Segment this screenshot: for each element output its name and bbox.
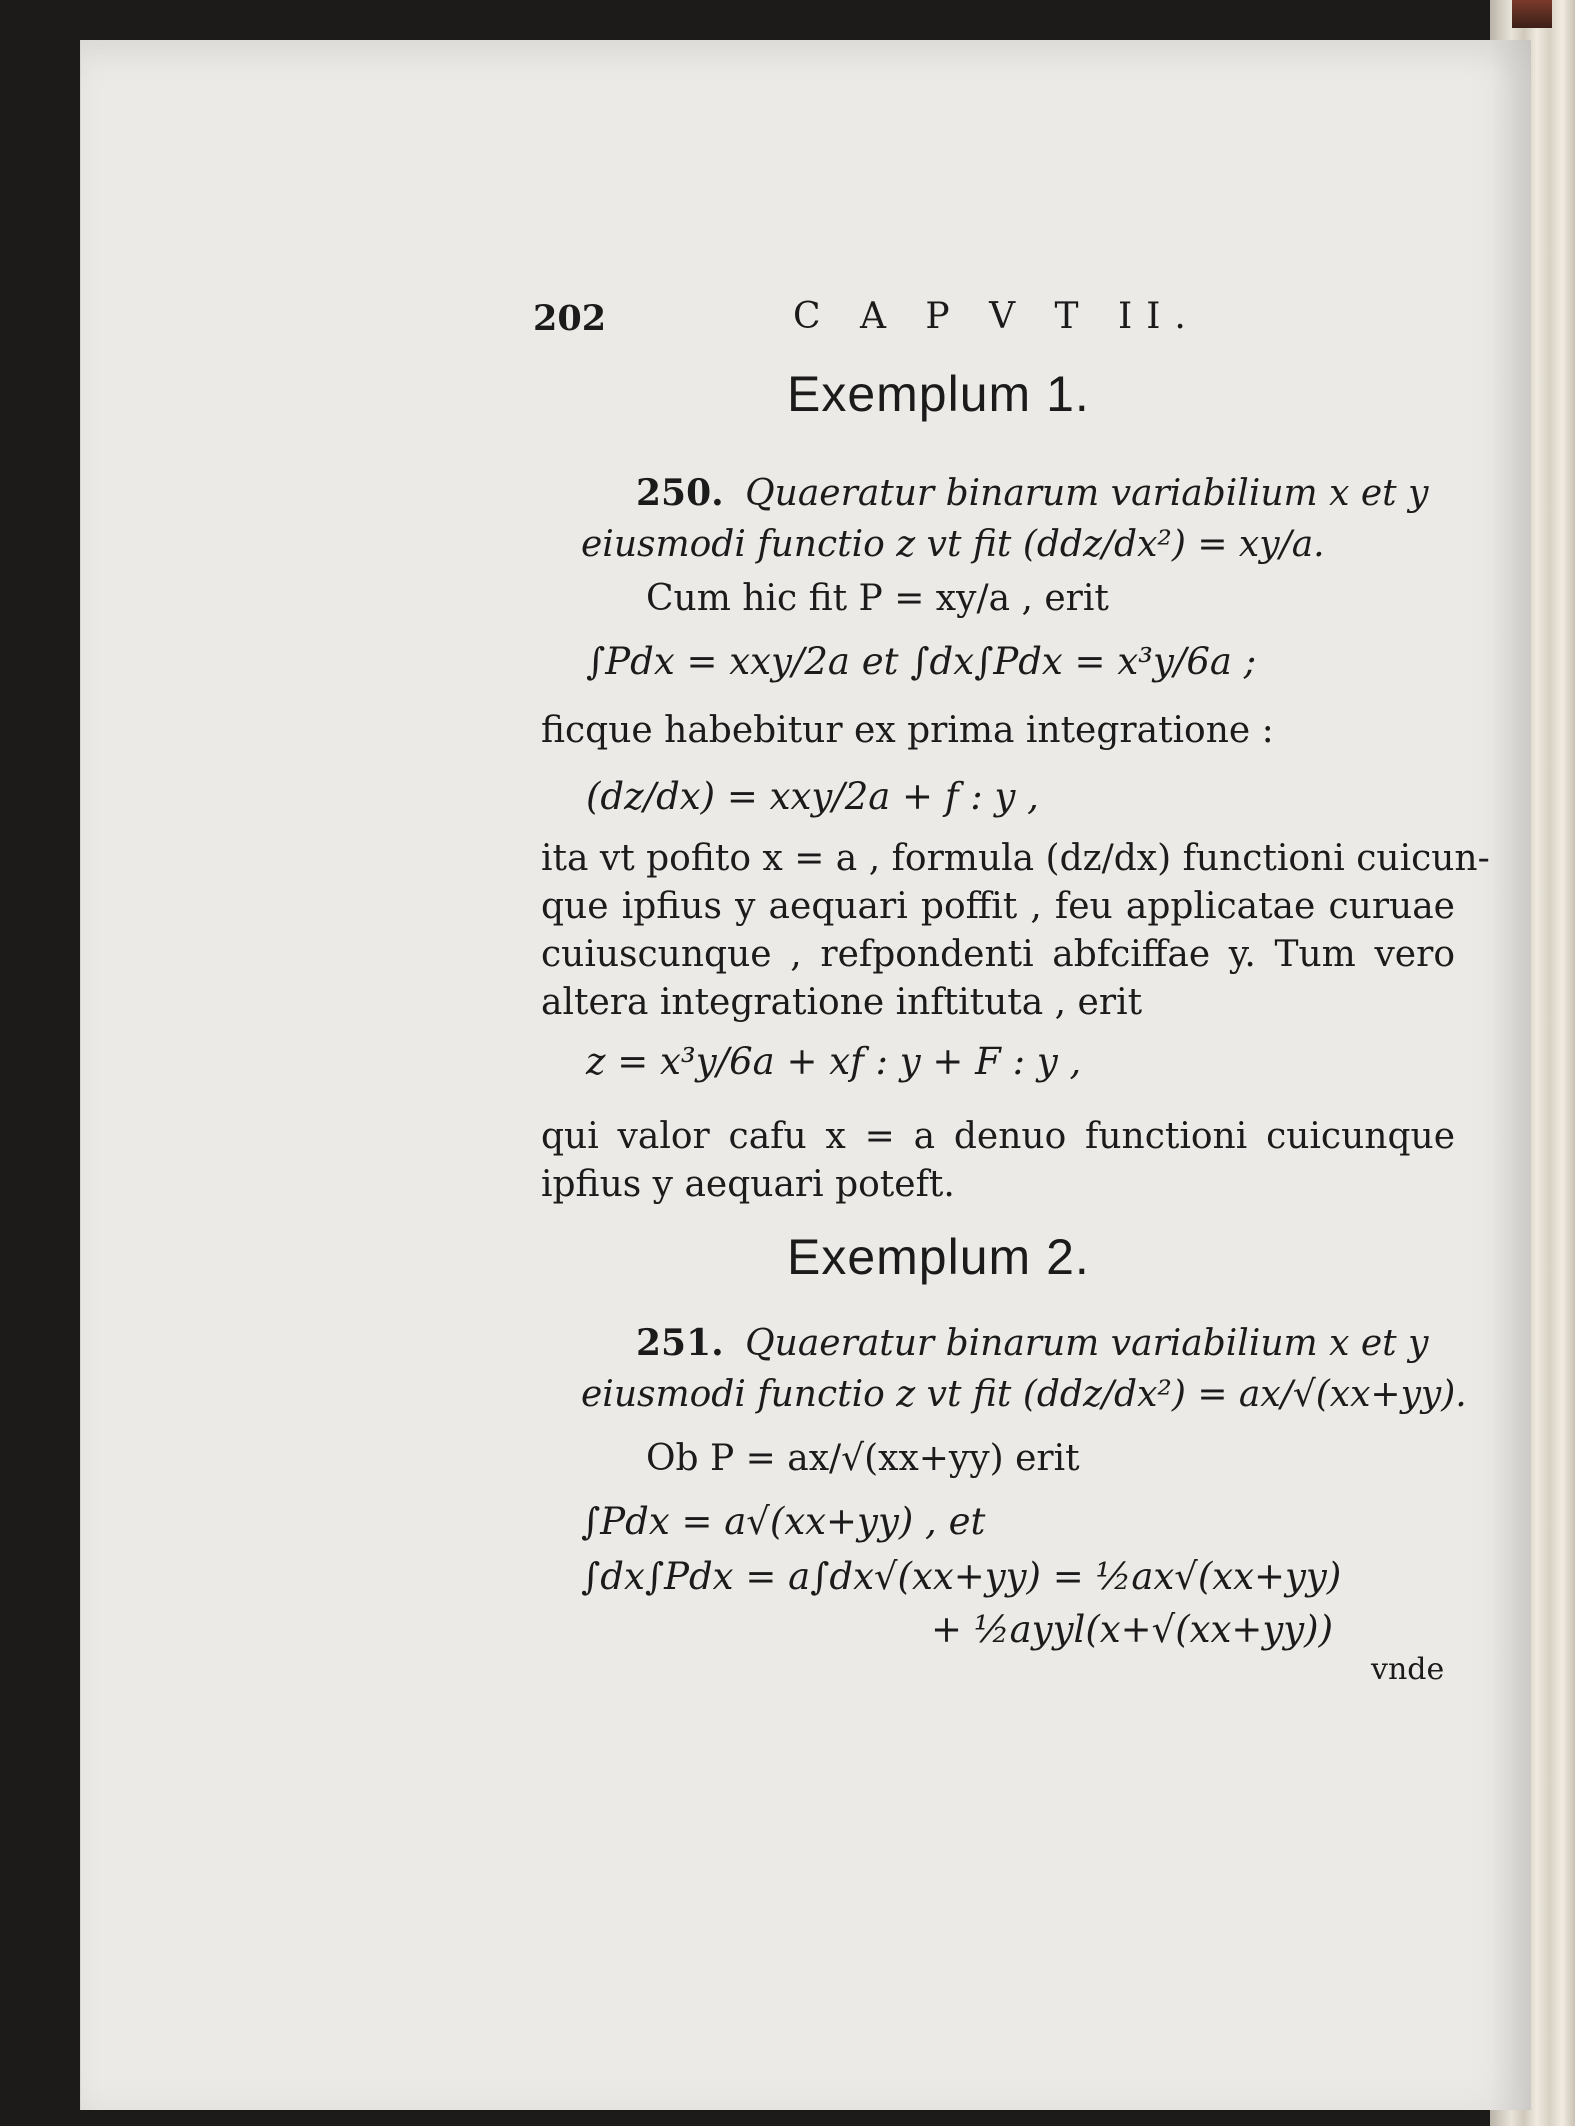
bookmark-ribbon <box>1512 0 1552 28</box>
book-page <box>80 40 1531 2110</box>
eq-integral-2c: + ½ayyl(x+√(xx+yy)) <box>931 1608 1334 1651</box>
example-1-question-line-2: eiusmodi functio z vt fit (ddz/dx²) = xy/a. <box>581 524 1325 565</box>
eq-integral-2a: ∫Pdx = a√(xx+yy) , et <box>581 1500 986 1543</box>
eq-cum-hic: Cum hic fit P = xy/a , erit <box>646 578 1109 619</box>
example-1-heading: Exemplum 1. <box>787 366 1090 422</box>
paragraph-line-2: que ipfius y aequari poffit , feu applicatae curuae <box>541 886 1455 927</box>
eq-integral-2b: ∫dx∫Pdx = a∫dx√(xx+yy) = ½ax√(xx+yy) <box>581 1555 1342 1598</box>
example-1-first-line <box>636 472 1455 514</box>
example-2-first-line <box>636 1322 1455 1364</box>
eq-integral-1: ∫Pdx = xxy/2a et ∫dx∫Pdx = x³y/6a ; <box>586 640 1257 683</box>
text-sicque: ficque habebitur ex prima integratione : <box>541 710 1274 751</box>
paragraph-line-4: altera integratione inftituta , erit <box>541 982 1143 1023</box>
page-gutter-shadow <box>1491 40 1531 2110</box>
example-2-heading: Exemplum 2. <box>787 1229 1090 1285</box>
eq-z: z = x³y/6a + xf : y + F : y , <box>586 1040 1082 1083</box>
example-2-question-line-2: eiusmodi functio z vt fit (ddz/dx²) = ax/√(xx+yy). <box>581 1374 1467 1415</box>
catchword: vnde <box>1371 1652 1445 1687</box>
eq-dz-dx: (dz/dx) = xxy/2a + f : y , <box>586 775 1039 818</box>
paragraph-line-1: ita vt pofito x = a , formula (dz/dx) functioni cuicun- <box>541 838 1490 879</box>
example-2-question: Quaeratur binarum variabilium x et y <box>745 1323 1429 1364</box>
page-number: 202 <box>533 298 607 339</box>
eq-ob-p: Ob P = ax/√(xx+yy) erit <box>646 1438 1080 1479</box>
example-1-question: Quaeratur binarum variabilium x et y <box>745 473 1429 514</box>
paragraph-line-3: cuiuscunque , refpondenti abfciffae y. Tum vero <box>541 934 1455 975</box>
section-number-251: 251. <box>636 1322 724 1364</box>
paragraph2-line-1: qui valor cafu x = a denuo functioni cuicunque <box>541 1116 1455 1157</box>
section-number-250: 250. <box>636 472 724 514</box>
paragraph2-line-2: ipfius y aequari poteft. <box>541 1164 955 1205</box>
running-title: C A P V T II. <box>793 296 1200 337</box>
